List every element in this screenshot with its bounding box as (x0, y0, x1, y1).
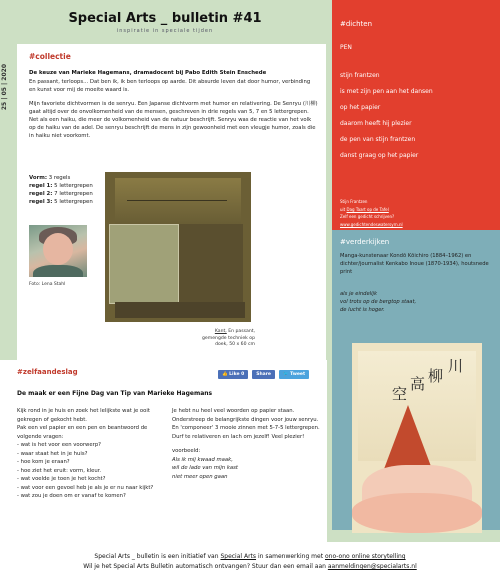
vorm-line: regel 1: 5 lettergrepen (29, 183, 93, 189)
poem-author: Stijn Frantzen (340, 199, 368, 204)
bulletin-title: Special Arts _ bulletin #41 (68, 11, 262, 26)
verderkijken-poem (340, 290, 416, 314)
dichten-panel (332, 0, 500, 250)
poem-line: daarom heeft hij plezier (340, 120, 412, 127)
voorbeeld-label: voorbeeld: (172, 448, 201, 454)
dichten-tag[interactable]: #dichten (340, 20, 373, 28)
poem-line: op het papier (340, 104, 381, 111)
vorm-list (29, 174, 93, 206)
poem-source (340, 198, 403, 228)
bulletin-subtitle: inspiratie in speciale tijden (116, 28, 214, 34)
vorm-line: regel 2: 7 lettergrepen (29, 191, 93, 197)
write-cta: Zelf een gedicht schrijven? (340, 214, 395, 219)
photo-credit: Foto: Lena Stahl (29, 282, 66, 287)
footer-line-2: Wil je het Special Arts Bulletin automatisch ontvangen? Stuur dan een email aan aanmeldingen@specialarts.nl (83, 563, 417, 570)
collectie-tag[interactable]: #collectie (29, 52, 71, 61)
social-buttons (218, 370, 309, 379)
ono-ono-link[interactable]: ono-ono online storytelling (324, 553, 406, 560)
senryu-line: vol trots op de bergtop staat, (340, 299, 417, 305)
zelfaandeslag-section (0, 360, 327, 542)
verderkijken-text: Manga-kunstenaar Kondō Kōichiro (1884–1962) en dichter/journalist Kenkabo Inoue (1870-1934), houtsnede print (340, 253, 489, 275)
voorbeeld-line: wil de lade van mijn kast (172, 465, 239, 471)
poem-line: is met zijn pen aan het dansen (340, 88, 433, 95)
tweet-button[interactable]: 🐦 Tweet (279, 370, 309, 379)
share-button[interactable]: Share (252, 370, 275, 379)
vorm-line: regel 3: 5 lettergrepen (29, 199, 93, 205)
poem-book: uit Dag Taart op de Tafel (340, 206, 389, 212)
footer (0, 542, 500, 588)
collectie-intro: En passant, terloops... Dat ben ik, ik ben terloops op aarde. Dit absurde leven dat door humor, verbinding en kunst voor mij de moeite waard is. (29, 79, 311, 93)
tip-right-column: Je hebt nu heel veel woorden op papier staan. Onderstreep de belangrijkste dingen voor jouw senryu. En 'componeer' 3 mooie zinnen met 5-7-5 lettergrepen. Durf te relativeren en lach om jezelf! Veel plezier! voorbeeld: Als ik mij kwaad maak, wil de lade van mijn kast niet meer open gaan (172, 407, 322, 481)
voorbeeld-line: niet meer open gaan (172, 473, 228, 480)
poem-line: danst graag op het papier (340, 152, 419, 159)
issue-date: 25 | 05 | 2020 (1, 64, 8, 111)
verderkijken-tag[interactable]: #verderkijken (340, 238, 390, 246)
portrait-photo (29, 225, 87, 277)
like-button[interactable]: 👍 Like 0 (218, 370, 248, 379)
email-link[interactable]: aanmeldingen@specialarts.nl (327, 563, 417, 570)
zelfaandeslag-title: De maak er een Fijne Dag van Tip van Marieke Hagemans (17, 390, 213, 397)
vorm-line: Vorm: 3 regels (29, 175, 71, 181)
woodblock-print: 川 柳 高 空 (352, 343, 482, 533)
poem-title: PEN (340, 44, 352, 51)
site-link[interactable]: www.gedichtendeswatersyrn.nl (340, 221, 403, 227)
poem (340, 68, 433, 164)
collectie-lead: De keuze van Marieke Hagemans, dramadocent bij Pabo Edith Stein Enschede (29, 70, 267, 76)
footer-line-1: Special Arts _ bulletin is een initiatief van Special Arts in samenwerking met ono-ono online storytelling (94, 553, 406, 560)
senryu-line: als je eindelijk (340, 291, 377, 297)
bulletin-header (0, 0, 330, 44)
artwork-caption: Kant, En passant, gemengde techniek op doek, 50 x 60 cm (202, 329, 255, 347)
collectie-paragraph: Mijn favoriete dichtvormen is de senryu. Een Japanse dichtvorm met humor en relativering. De Senryu (川柳) gaat altijd over de onvolkomenheid van de mensen, geschreven in drie regels van 5, 7 en 5 lettergrepen. Net als een haiku, die meer de volkomenheid van de natuur beschrijft. Senryu was de reactie van het volk op de haiku van de adel. De senryu beschrijft de mens in zijn gewoonheid met een vleugje humor, zoals die in haiku niet voorkomt. (29, 101, 318, 139)
special-arts-link[interactable]: Special Arts (220, 553, 257, 560)
collectie-section (17, 44, 326, 360)
caption-link[interactable]: Kant, (214, 329, 227, 334)
poem-line: stijn frantzen (340, 72, 380, 79)
artwork-painting (105, 172, 251, 322)
tip-left-column: Kijk rond in je huis en zoek het lelijkste wat je ooit gekregen of gekocht hebt. Pak een vel papier en een pen en beantwoord de volgende vragen: - wat is het voor een voorwerp? - waar staat het in je huis? - hoe kom je eraan? - hoe ziet het eruit: vorm, kleur. - wat voelde je toen je het kocht? - wat voor een gevoel heb je als je er nu naar kijkt? - wat zou je doen om er vanaf te komen? (17, 408, 154, 499)
senryu-line: de lucht is hoger. (340, 307, 385, 313)
zelfaandeslag-tag[interactable]: #zelfaandeslag (17, 368, 78, 376)
poem-line: de pen van stijn frantzen (340, 136, 416, 143)
voorbeeld-line: Als ik mij kwaad maak, (172, 456, 233, 463)
date-bar (0, 44, 16, 360)
book-link[interactable]: Dag Taart op de Tafel (346, 206, 389, 212)
